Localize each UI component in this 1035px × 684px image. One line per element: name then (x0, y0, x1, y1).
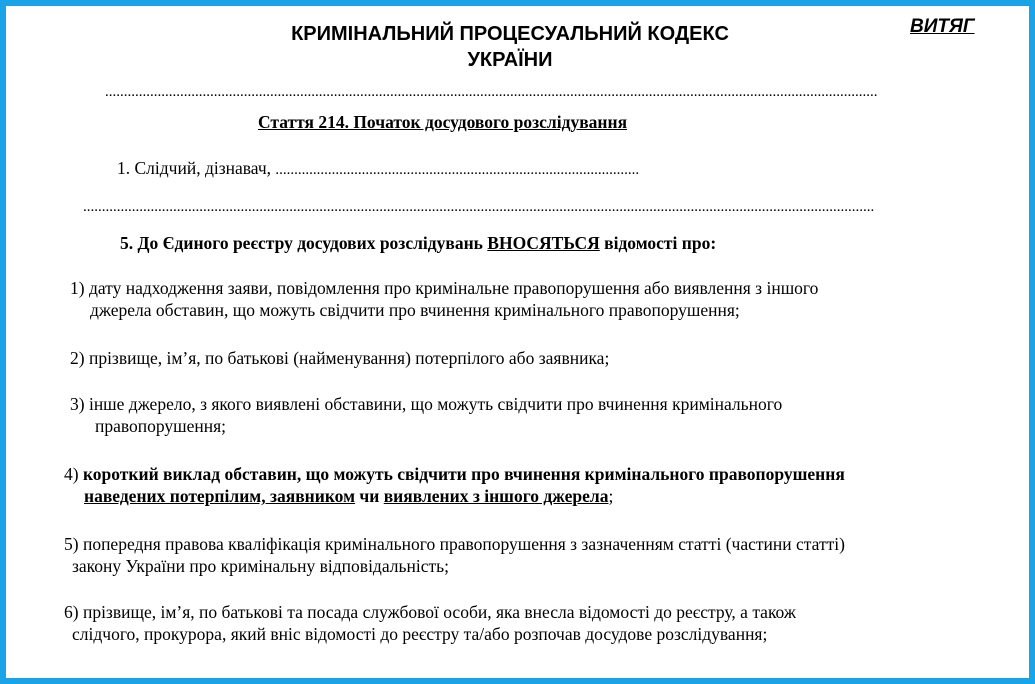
dotted-separator-2: ................................................................................................................................................................................................................... (83, 199, 875, 215)
item-3-line-1: 3) інше джерело, з якого виявлені обставини, що можуть свідчити про вчинення кримінального (70, 394, 783, 414)
part-1-dots: ................................................................................................. (275, 162, 640, 178)
item-4-line-2 (84, 485, 613, 507)
item-4-bold-text: короткий виклад обставин, що можуть свідчити про вчинення кримінального правопорушення (82, 464, 845, 484)
item-3-line-2: правопорушення; (95, 416, 227, 436)
dotted-separator-1: .............................................................................................................................................................................................................. (105, 84, 878, 100)
item-4-number: 4) (64, 464, 83, 484)
part-1-line (117, 157, 639, 181)
item-6-line-1: 6) прізвище, ім’я, по батькові та посада службової особи, яка внесла відомості до реєстру, а також (64, 602, 796, 622)
part-5-keyword: ВНОСЯТЬСЯ (487, 233, 600, 253)
item-6-line-2: слідчого, прокурора, який вніс відомості до реєстру та/або розпочав досудове розслідування; (72, 624, 768, 644)
document-title (200, 21, 820, 73)
title-line-2: УКРАЇНИ (467, 49, 553, 71)
part-5-prefix: 5. До Єдиного реєстру досудових розслідувань (120, 233, 488, 253)
part-1-text: 1. Слідчий, дізнавач, (117, 158, 272, 178)
item-5-line-2: закону України про кримінальну відповідальність; (72, 556, 449, 576)
part-5-suffix: відомості про: (599, 233, 717, 253)
item-4-connector: чи (355, 486, 384, 506)
item-1-line-1: 1) дату надходження заяви, повідомлення про кримінальне правопорушення або виявлення з іншого (70, 278, 819, 298)
item-1-line-2: джерела обставин, що можуть свідчити про вчинення кримінального правопорушення; (90, 300, 740, 320)
item-4-underlined-2: виявлених з іншого джерела (383, 486, 609, 506)
item-4-line-1 (64, 463, 845, 485)
item-5-line-1: 5) попередня правова кваліфікація кримінального правопорушення з зазначенням статті (частини статті) (64, 534, 845, 554)
extract-badge: ВИТЯГ (910, 16, 975, 37)
part-5-heading (120, 232, 716, 254)
item-2-line-1: 2) прізвище, ім’я, по батькові (найменування) потерпілого або заявника; (70, 348, 610, 368)
title-line-1: КРИМІНАЛЬНИЙ ПРОЦЕСУАЛЬНИЙ КОДЕКС (291, 23, 729, 45)
article-heading: Стаття 214. Початок досудового розслідування (258, 112, 628, 132)
item-4-underlined-1: наведених потерпілим, заявником (84, 486, 356, 506)
item-4-end: ; (608, 486, 614, 506)
